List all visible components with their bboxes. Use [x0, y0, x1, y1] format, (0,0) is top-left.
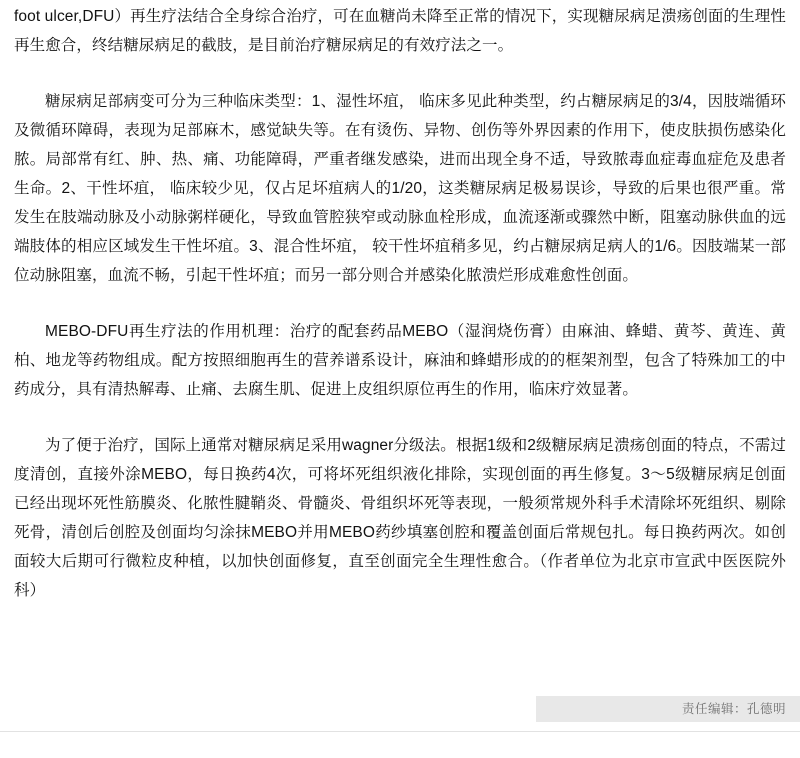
paragraph-spacer: [14, 60, 786, 87]
paragraph-2: 糖尿病足部病变可分为三种临床类型：1、湿性坏疽， 临床多见此种类型，约占糖尿病足的3/4，因肢端循环及微循环障碍，表现为足部麻木，感觉缺失等。在有烫伤、异物、创伤等外界因素的作用下，使皮肤损伤感染化脓。局部常有红、肿、热、痛、功能障碍，严重者继发感染，进而出现全身不适，导致脓毒血症毒血症危及患者生命。2、干性坏疽， 临床较少见，仅占足坏疽病人的1/20，这类糖尿病足极易误诊，导致的后果也很严重。常发生在肢端动脉及小动脉粥样硬化，导致血管腔狭窄或动脉血栓形成，血流逐渐或骤然中断，阻塞动脉供血的远端肢体的相应区域发生干性坏疽。3、混合性坏疽， 较干性坏疽稍多见，约占糖尿病足病人的1/6。因肢端某一部位动脉阻塞，血流不畅，引起干性坏疽；而另一部分则合并感染化脓溃烂形成难愈性创面。: [14, 93, 786, 284]
paragraph-spacer: [14, 404, 786, 431]
paragraph-spacer: [14, 290, 786, 317]
article-body: [14, 0, 786, 605]
paragraph-4: 为了便于治疗，国际上通常对糖尿病足采用wagner分级法。根据1级和2级糖尿病足溃疡创面的特点，不需过度清创，直接外涂MEBO，每日换药4次，可将坏死组织液化排除，实现创面的再生修复。3～5级糖尿病足创面已经出现坏死性筋膜炎、化脓性腱鞘炎、骨髓炎、骨组织坏死等表现，一般须常规外科手术清除坏死组织、剔除死骨，清创后创腔及创面均匀涂抹MEBO并用MEBO药纱填塞创腔和覆盖创面后常规包扎。每日换药两次。如创面较大后期可行微粒皮种植，以加快创面修复，直至创面完全生理性愈合。（作者单位为北京市宣武中医医院外科）: [14, 437, 786, 599]
footer-area: [0, 680, 800, 758]
editor-credit: 责任编辑：孔德明: [536, 696, 800, 722]
paragraph-1: foot ulcer,DFU）再生疗法结合全身综合治疗，可在血糖尚未降至正常的情况下，实现糖尿病足溃疡创面的生理性再生愈合，终结糖尿病足的截肢，是目前治疗糖尿病足的有效疗法之一。: [14, 8, 786, 54]
paragraph-3: MEBO-DFU再生疗法的作用机理：治疗的配套药品MEBO（湿润烧伤膏）由麻油、蜂蜡、黄芩、黄连、黄柏、地龙等药物组成。配方按照细胞再生的营养谱系设计，麻油和蜂蜡形成的的框架剂型，包含了特殊加工的中药成分，具有清热解毒、止痛、去腐生肌、促进上皮组织原位再生的作用，临床疗效显著。: [14, 323, 786, 398]
footer-strip: [0, 732, 800, 758]
